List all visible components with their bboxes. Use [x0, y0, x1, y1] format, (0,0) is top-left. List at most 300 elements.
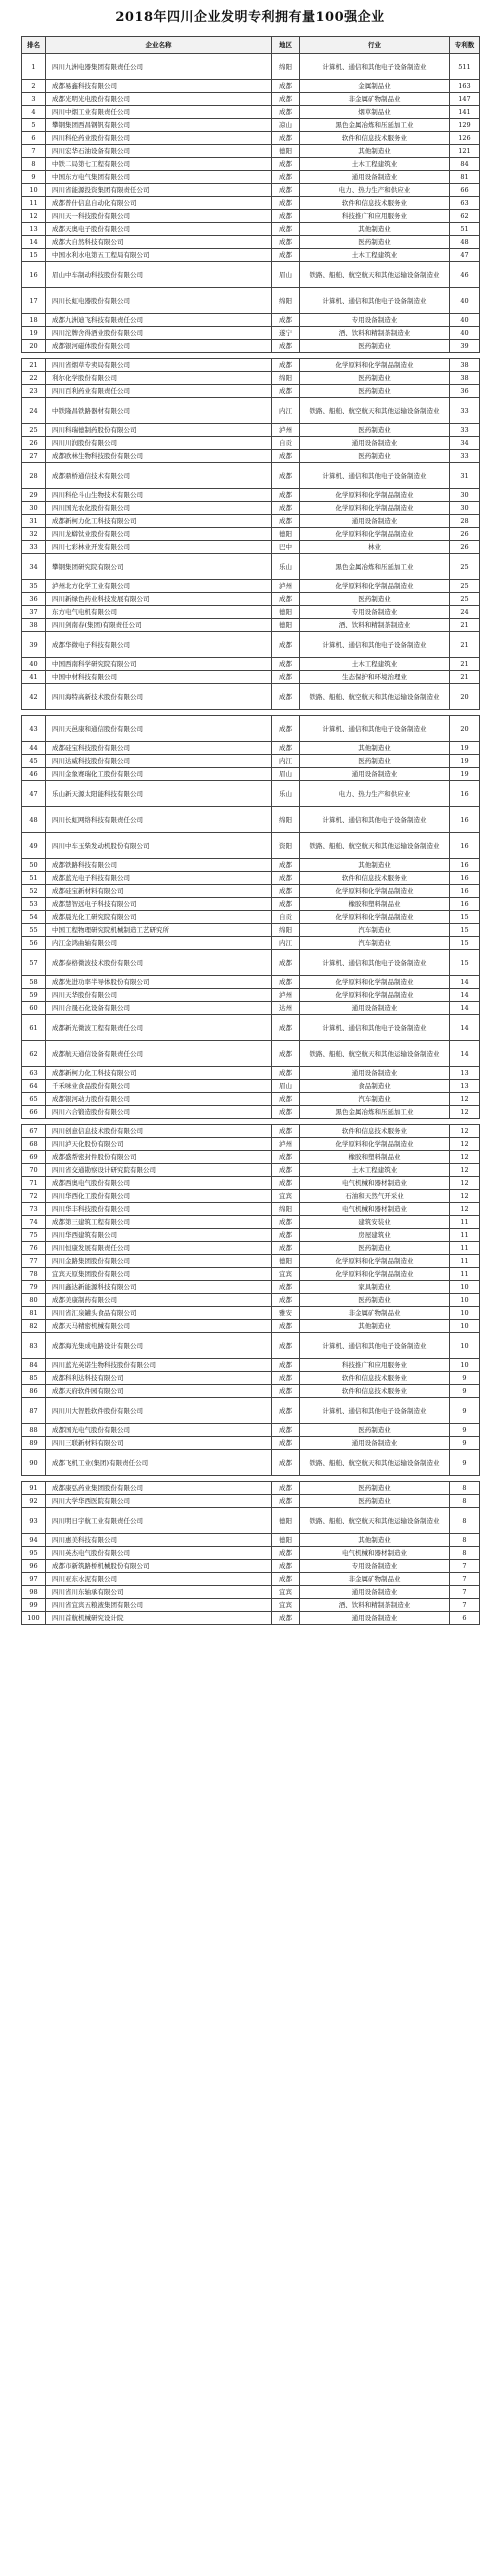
patent-count-cell: 40 — [450, 288, 480, 314]
table-row — [22, 1359, 480, 1372]
company-name-cell: 四川中烟工业有限责任公司 — [46, 106, 272, 119]
region-cell: 成都 — [272, 716, 300, 742]
region-cell: 德阳 — [272, 619, 300, 632]
rank-cell: 81 — [22, 1307, 46, 1320]
patent-count-cell: 15 — [450, 924, 480, 937]
patent-count-cell: 20 — [450, 716, 480, 742]
industry-cell: 化学原料和化学制品制造业 — [300, 359, 450, 372]
region-cell: 成都 — [272, 106, 300, 119]
industry-cell: 化学原料和化学制品制造业 — [300, 1138, 450, 1151]
table-row — [22, 1190, 480, 1203]
rank-cell: 89 — [22, 1437, 46, 1450]
company-name-cell: 四川金象赛瑞化工股份有限公司 — [46, 768, 272, 781]
region-cell: 成都 — [272, 885, 300, 898]
rank-cell: 58 — [22, 976, 46, 989]
rank-cell: 82 — [22, 1320, 46, 1333]
industry-cell: 计算机、通信和其他电子设备制造业 — [300, 1333, 450, 1359]
patent-count-cell: 34 — [450, 437, 480, 450]
region-cell: 成都 — [272, 1294, 300, 1307]
region-cell: 成都 — [272, 171, 300, 184]
table-row — [22, 1398, 480, 1424]
rank-cell: 44 — [22, 742, 46, 755]
rank-cell: 79 — [22, 1281, 46, 1294]
region-cell: 巴中 — [272, 541, 300, 554]
table-row — [22, 1508, 480, 1534]
company-name-cell: 四川剑南春(集团)有限责任公司 — [46, 619, 272, 632]
table-row — [22, 671, 480, 684]
region-cell: 成都 — [272, 976, 300, 989]
table-row — [22, 658, 480, 671]
patent-count-cell: 11 — [450, 1229, 480, 1242]
company-name-cell: 成都科利达科技有限公司 — [46, 1372, 272, 1385]
company-name-cell: 四川金路集团股份有限公司 — [46, 1255, 272, 1268]
table-row — [22, 515, 480, 528]
patent-count-cell: 7 — [450, 1573, 480, 1586]
rank-cell: 12 — [22, 210, 46, 223]
company-name-cell: 成都九洲迪飞科技有限责任公司 — [46, 314, 272, 327]
table-row — [22, 327, 480, 340]
company-name-cell: 四川九洲电器集团有限责任公司 — [46, 54, 272, 80]
table-row — [22, 171, 480, 184]
rank-cell: 9 — [22, 171, 46, 184]
region-cell: 成都 — [272, 489, 300, 502]
rank-cell: 41 — [22, 671, 46, 684]
industry-cell: 铁路、船舶、航空航天和其他运输设备制造业 — [300, 684, 450, 710]
rank-cell: 62 — [22, 1041, 46, 1067]
header-patents: 专利数 — [450, 37, 480, 54]
patent-count-cell: 10 — [450, 1320, 480, 1333]
region-cell: 绵阳 — [272, 54, 300, 80]
region-cell: 成都 — [272, 1398, 300, 1424]
region-cell: 成都 — [272, 210, 300, 223]
patent-count-cell: 51 — [450, 223, 480, 236]
table-row — [22, 807, 480, 833]
patent-count-cell: 20 — [450, 684, 480, 710]
industry-cell: 黑色金属冶炼和压延加工业 — [300, 1106, 450, 1119]
region-cell: 成都 — [272, 1573, 300, 1586]
patent-count-cell: 141 — [450, 106, 480, 119]
table-row — [22, 1482, 480, 1495]
industry-cell: 医药制造业 — [300, 385, 450, 398]
company-name-cell: 成都新光微波工程有限责任公司 — [46, 1015, 272, 1041]
industry-cell: 计算机、通信和其他电子设备制造业 — [300, 463, 450, 489]
company-name-cell: 四川科伦斗山生物技术有限公司 — [46, 489, 272, 502]
patent-count-cell: 25 — [450, 580, 480, 593]
region-cell: 成都 — [272, 1359, 300, 1372]
industry-cell: 土木工程建筑业 — [300, 658, 450, 671]
patent-count-cell: 25 — [450, 593, 480, 606]
company-name-cell: 成都硅宝新材料有限公司 — [46, 885, 272, 898]
region-cell: 宜宾 — [272, 1268, 300, 1281]
table-row — [22, 80, 480, 93]
industry-cell: 电气机械和器材制造业 — [300, 1203, 450, 1216]
patent-count-cell: 66 — [450, 184, 480, 197]
rank-cell: 51 — [22, 872, 46, 885]
rank-cell: 65 — [22, 1093, 46, 1106]
company-name-cell: 四川天一科技股份有限公司 — [46, 210, 272, 223]
industry-cell: 化学原料和化学制品制造业 — [300, 989, 450, 1002]
industry-cell: 化学原料和化学制品制造业 — [300, 911, 450, 924]
industry-cell: 林业 — [300, 541, 450, 554]
region-cell: 成都 — [272, 80, 300, 93]
rank-cell: 66 — [22, 1106, 46, 1119]
rank-cell: 49 — [22, 833, 46, 859]
industry-cell: 铁路、船舶、航空航天和其他运输设备制造业 — [300, 1041, 450, 1067]
region-cell: 自贡 — [272, 437, 300, 450]
company-name-cell: 成都泰格微波技术股份有限公司 — [46, 950, 272, 976]
document-title: 2018年四川企业发明专利拥有量100强企业 — [115, 10, 385, 25]
patent-count-cell: 16 — [450, 885, 480, 898]
rank-cell: 67 — [22, 1125, 46, 1138]
table-row — [22, 106, 480, 119]
patent-count-cell: 15 — [450, 950, 480, 976]
industry-cell: 房屋建筑业 — [300, 1229, 450, 1242]
industry-cell: 电气机械和器材制造业 — [300, 1177, 450, 1190]
patent-count-cell: 33 — [450, 398, 480, 424]
table-row — [22, 554, 480, 580]
table-row — [22, 489, 480, 502]
table-row — [22, 1599, 480, 1612]
company-name-cell: 眉山中车制动科技股份有限公司 — [46, 262, 272, 288]
company-name-cell: 四川沱牌舍得酒业股份有限公司 — [46, 327, 272, 340]
region-cell: 成都 — [272, 1093, 300, 1106]
table-row — [22, 1093, 480, 1106]
table-row — [22, 541, 480, 554]
rank-cell: 91 — [22, 1482, 46, 1495]
company-name-cell: 成都华微电子科技有限公司 — [46, 632, 272, 658]
industry-cell: 通用设备制造业 — [300, 515, 450, 528]
rank-cell: 3 — [22, 93, 46, 106]
company-name-cell: 四川宏华石油设备有限公司 — [46, 145, 272, 158]
industry-cell: 化学原料和化学制品制造业 — [300, 1255, 450, 1268]
company-name-cell: 四川惠美科技有限公司 — [46, 1534, 272, 1547]
patent-count-cell: 7 — [450, 1586, 480, 1599]
region-cell: 宜宾 — [272, 1586, 300, 1599]
patent-count-cell: 163 — [450, 80, 480, 93]
rank-cell: 55 — [22, 924, 46, 937]
patent-count-cell: 16 — [450, 807, 480, 833]
rank-cell: 46 — [22, 768, 46, 781]
industry-cell: 铁路、船舶、航空航天和其他运输设备制造业 — [300, 262, 450, 288]
patent-count-cell: 8 — [450, 1495, 480, 1508]
table-row — [22, 372, 480, 385]
rank-cell: 69 — [22, 1151, 46, 1164]
company-name-cell: 四川省能源投资集团有限责任公司 — [46, 184, 272, 197]
patent-count-cell: 62 — [450, 210, 480, 223]
industry-cell: 软件和信息技术服务业 — [300, 872, 450, 885]
region-cell: 绵阳 — [272, 924, 300, 937]
company-name-cell: 泸州北方化学工业有限公司 — [46, 580, 272, 593]
region-cell: 资阳 — [272, 833, 300, 859]
rank-cell: 74 — [22, 1216, 46, 1229]
industry-cell: 酒、饮料和精制茶制造业 — [300, 619, 450, 632]
region-cell: 乐山 — [272, 554, 300, 580]
industry-cell: 家具制造业 — [300, 1281, 450, 1294]
industry-cell: 通用设备制造业 — [300, 1586, 450, 1599]
patent-count-cell: 16 — [450, 833, 480, 859]
company-name-cell: 成都蓝光电子科技有限公司 — [46, 872, 272, 885]
region-cell: 成都 — [272, 1229, 300, 1242]
company-name-cell: 四川明日宇航工业有限责任公司 — [46, 1508, 272, 1534]
industry-cell: 计算机、通信和其他电子设备制造业 — [300, 288, 450, 314]
patent-count-cell: 84 — [450, 158, 480, 171]
table-row — [22, 619, 480, 632]
table-row — [22, 716, 480, 742]
company-name-cell: 四川国光农化股份有限公司 — [46, 502, 272, 515]
table-row — [22, 1268, 480, 1281]
patent-count-cell: 129 — [450, 119, 480, 132]
rank-cell: 72 — [22, 1190, 46, 1203]
industry-cell: 烟草制品业 — [300, 106, 450, 119]
table-row — [22, 1437, 480, 1450]
rank-cell: 10 — [22, 184, 46, 197]
rank-cell: 96 — [22, 1560, 46, 1573]
rank-cell: 19 — [22, 327, 46, 340]
company-name-cell: 成都西奥电气股份有限公司 — [46, 1177, 272, 1190]
patent-count-cell: 16 — [450, 859, 480, 872]
patent-count-cell: 9 — [450, 1450, 480, 1476]
company-name-cell: 成都铁路科技有限公司 — [46, 859, 272, 872]
table-row — [22, 885, 480, 898]
rank-cell: 39 — [22, 632, 46, 658]
region-cell: 成都 — [272, 1281, 300, 1294]
company-name-cell: 四川海特高新技术股份有限公司 — [46, 684, 272, 710]
patent-count-cell: 21 — [450, 671, 480, 684]
rank-cell: 32 — [22, 528, 46, 541]
patent-count-cell: 16 — [450, 898, 480, 911]
ranking-table — [21, 36, 480, 1625]
table-row — [22, 1320, 480, 1333]
industry-cell: 软件和信息技术服务业 — [300, 1125, 450, 1138]
patent-count-cell: 12 — [450, 1164, 480, 1177]
patent-count-cell: 8 — [450, 1547, 480, 1560]
region-cell: 成都 — [272, 1482, 300, 1495]
table-row — [22, 288, 480, 314]
region-cell: 成都 — [272, 742, 300, 755]
rank-cell: 88 — [22, 1424, 46, 1437]
region-cell: 成都 — [272, 658, 300, 671]
rank-cell: 21 — [22, 359, 46, 372]
company-name-cell: 利尔化学股份有限公司 — [46, 372, 272, 385]
patent-count-cell: 16 — [450, 872, 480, 885]
patent-count-cell: 14 — [450, 1002, 480, 1015]
region-cell: 成都 — [272, 1560, 300, 1573]
patent-count-cell: 25 — [450, 554, 480, 580]
company-name-cell: 成都市新筑路桥机械股份有限公司 — [46, 1560, 272, 1573]
rank-cell: 47 — [22, 781, 46, 807]
table-row — [22, 528, 480, 541]
company-name-cell: 四川华丰科技股份有限公司 — [46, 1203, 272, 1216]
table-row — [22, 1177, 480, 1190]
region-cell: 德阳 — [272, 1534, 300, 1547]
patent-count-cell: 511 — [450, 54, 480, 80]
patent-count-cell: 81 — [450, 171, 480, 184]
patent-count-cell: 33 — [450, 450, 480, 463]
industry-cell: 土木工程建筑业 — [300, 158, 450, 171]
industry-cell: 医药制造业 — [300, 1242, 450, 1255]
industry-cell: 计算机、通信和其他电子设备制造业 — [300, 632, 450, 658]
table-row — [22, 1424, 480, 1437]
company-name-cell: 内江金鸿曲轴有限公司 — [46, 937, 272, 950]
rank-cell: 80 — [22, 1294, 46, 1307]
industry-cell: 科技推广和应用服务业 — [300, 1359, 450, 1372]
region-cell: 宜宾 — [272, 1190, 300, 1203]
company-name-cell: 东方电气电机有限公司 — [46, 606, 272, 619]
rank-cell: 4 — [22, 106, 46, 119]
table-row — [22, 184, 480, 197]
patent-count-cell: 19 — [450, 768, 480, 781]
table-row — [22, 580, 480, 593]
patent-count-cell: 30 — [450, 489, 480, 502]
rank-cell: 42 — [22, 684, 46, 710]
rank-cell: 84 — [22, 1359, 46, 1372]
table-row — [22, 450, 480, 463]
table-row — [22, 1080, 480, 1093]
region-cell: 成都 — [272, 632, 300, 658]
table-row — [22, 437, 480, 450]
company-name-cell: 中铁二局第七工程有限公司 — [46, 158, 272, 171]
industry-cell: 医药制造业 — [300, 450, 450, 463]
patent-count-cell: 46 — [450, 262, 480, 288]
industry-cell: 化学原料和化学制品制造业 — [300, 580, 450, 593]
industry-cell: 通用设备制造业 — [300, 437, 450, 450]
industry-cell: 建筑安装业 — [300, 1216, 450, 1229]
table-row — [22, 742, 480, 755]
table-row — [22, 1216, 480, 1229]
patent-count-cell: 36 — [450, 385, 480, 398]
table-row — [22, 398, 480, 424]
table-header-row — [22, 37, 480, 54]
company-name-cell: 四川川润股份有限公司 — [46, 437, 272, 450]
patent-count-cell: 8 — [450, 1508, 480, 1534]
region-cell: 成都 — [272, 1242, 300, 1255]
rank-cell: 57 — [22, 950, 46, 976]
region-cell: 眉山 — [272, 1080, 300, 1093]
industry-cell: 化学原料和化学制品制造业 — [300, 976, 450, 989]
table-row — [22, 1106, 480, 1119]
patent-count-cell: 13 — [450, 1080, 480, 1093]
industry-cell: 科技推广和应用服务业 — [300, 210, 450, 223]
patent-count-cell: 6 — [450, 1612, 480, 1625]
industry-cell: 医药制造业 — [300, 1495, 450, 1508]
patent-count-cell: 7 — [450, 1599, 480, 1612]
company-name-cell: 成都银河动力股份有限公司 — [46, 1093, 272, 1106]
company-name-cell: 中国水利水电第五工程局有限公司 — [46, 249, 272, 262]
industry-cell: 电气机械和器材制造业 — [300, 1547, 450, 1560]
region-cell: 成都 — [272, 1320, 300, 1333]
rank-cell: 38 — [22, 619, 46, 632]
rank-cell: 33 — [22, 541, 46, 554]
rank-cell: 68 — [22, 1138, 46, 1151]
table-row — [22, 236, 480, 249]
rank-cell: 23 — [22, 385, 46, 398]
rank-cell: 94 — [22, 1534, 46, 1547]
region-cell: 成都 — [272, 671, 300, 684]
industry-cell: 非金属矿物制品业 — [300, 93, 450, 106]
company-name-cell: 成都新柯力化工科技有限公司 — [46, 1067, 272, 1080]
industry-cell: 医药制造业 — [300, 1482, 450, 1495]
industry-cell: 其他制造业 — [300, 742, 450, 755]
rank-cell: 45 — [22, 755, 46, 768]
patent-count-cell: 10 — [450, 1281, 480, 1294]
rank-cell: 15 — [22, 249, 46, 262]
region-cell: 成都 — [272, 314, 300, 327]
table-row — [22, 1307, 480, 1320]
industry-cell: 橡胶和塑料制品业 — [300, 1151, 450, 1164]
company-name-cell: 四川英杰电气股份有限公司 — [46, 1547, 272, 1560]
industry-cell: 非金属矿物制品业 — [300, 1573, 450, 1586]
patent-count-cell: 24 — [450, 606, 480, 619]
patent-count-cell: 8 — [450, 1534, 480, 1547]
company-name-cell: 四川华西建筑有限公司 — [46, 1229, 272, 1242]
patent-count-cell: 14 — [450, 1041, 480, 1067]
industry-cell: 专用设备制造业 — [300, 606, 450, 619]
company-name-cell: 四川六合锻造股份有限公司 — [46, 1106, 272, 1119]
industry-cell: 软件和信息技术服务业 — [300, 1372, 450, 1385]
company-name-cell: 成都光明光电股份有限公司 — [46, 93, 272, 106]
company-name-cell: 成都普什信息自动化有限公司 — [46, 197, 272, 210]
table-row — [22, 197, 480, 210]
rank-cell: 6 — [22, 132, 46, 145]
table-row — [22, 1041, 480, 1067]
company-name-cell: 成都新柯力化工科技有限公司 — [46, 515, 272, 528]
table-row — [22, 502, 480, 515]
industry-cell: 汽车制造业 — [300, 937, 450, 950]
industry-cell: 软件和信息技术服务业 — [300, 132, 450, 145]
industry-cell: 非金属矿物制品业 — [300, 1307, 450, 1320]
rank-cell: 71 — [22, 1177, 46, 1190]
rank-cell: 27 — [22, 450, 46, 463]
rank-cell: 61 — [22, 1015, 46, 1041]
region-cell: 成都 — [272, 950, 300, 976]
header-region: 地区 — [272, 37, 300, 54]
industry-cell: 通用设备制造业 — [300, 1067, 450, 1080]
industry-cell: 医药制造业 — [300, 372, 450, 385]
table-row — [22, 1151, 480, 1164]
patent-count-cell: 9 — [450, 1437, 480, 1450]
company-name-cell: 四川省宜宾五粮液集团有限公司 — [46, 1599, 272, 1612]
rank-cell: 24 — [22, 398, 46, 424]
table-row — [22, 976, 480, 989]
rank-cell: 14 — [22, 236, 46, 249]
patent-count-cell: 12 — [450, 1138, 480, 1151]
industry-cell: 化学原料和化学制品制造业 — [300, 528, 450, 541]
region-cell: 自贡 — [272, 911, 300, 924]
region-cell: 成都 — [272, 132, 300, 145]
patent-count-cell: 10 — [450, 1307, 480, 1320]
rank-cell: 1 — [22, 54, 46, 80]
table-row — [22, 119, 480, 132]
company-name-cell: 成都银河磁体股份有限公司 — [46, 340, 272, 353]
region-cell: 成都 — [272, 1437, 300, 1450]
region-cell: 成都 — [272, 385, 300, 398]
region-cell: 眉山 — [272, 768, 300, 781]
patent-count-cell: 12 — [450, 1203, 480, 1216]
company-name-cell: 四川天邑康和通信股份有限公司 — [46, 716, 272, 742]
company-name-cell: 成都海光集成电路设计有限公司 — [46, 1333, 272, 1359]
region-cell: 德阳 — [272, 528, 300, 541]
company-name-cell: 四川新绿色药业科技发展有限公司 — [46, 593, 272, 606]
rank-cell: 99 — [22, 1599, 46, 1612]
table-row — [22, 359, 480, 372]
table-row — [22, 872, 480, 885]
rank-cell: 7 — [22, 145, 46, 158]
table-row — [22, 1229, 480, 1242]
table-row — [22, 262, 480, 288]
table-row — [22, 1242, 480, 1255]
company-name-cell: 中国工程物理研究院机械制造工艺研究所 — [46, 924, 272, 937]
company-name-cell: 四川三联新材料有限公司 — [46, 1437, 272, 1450]
